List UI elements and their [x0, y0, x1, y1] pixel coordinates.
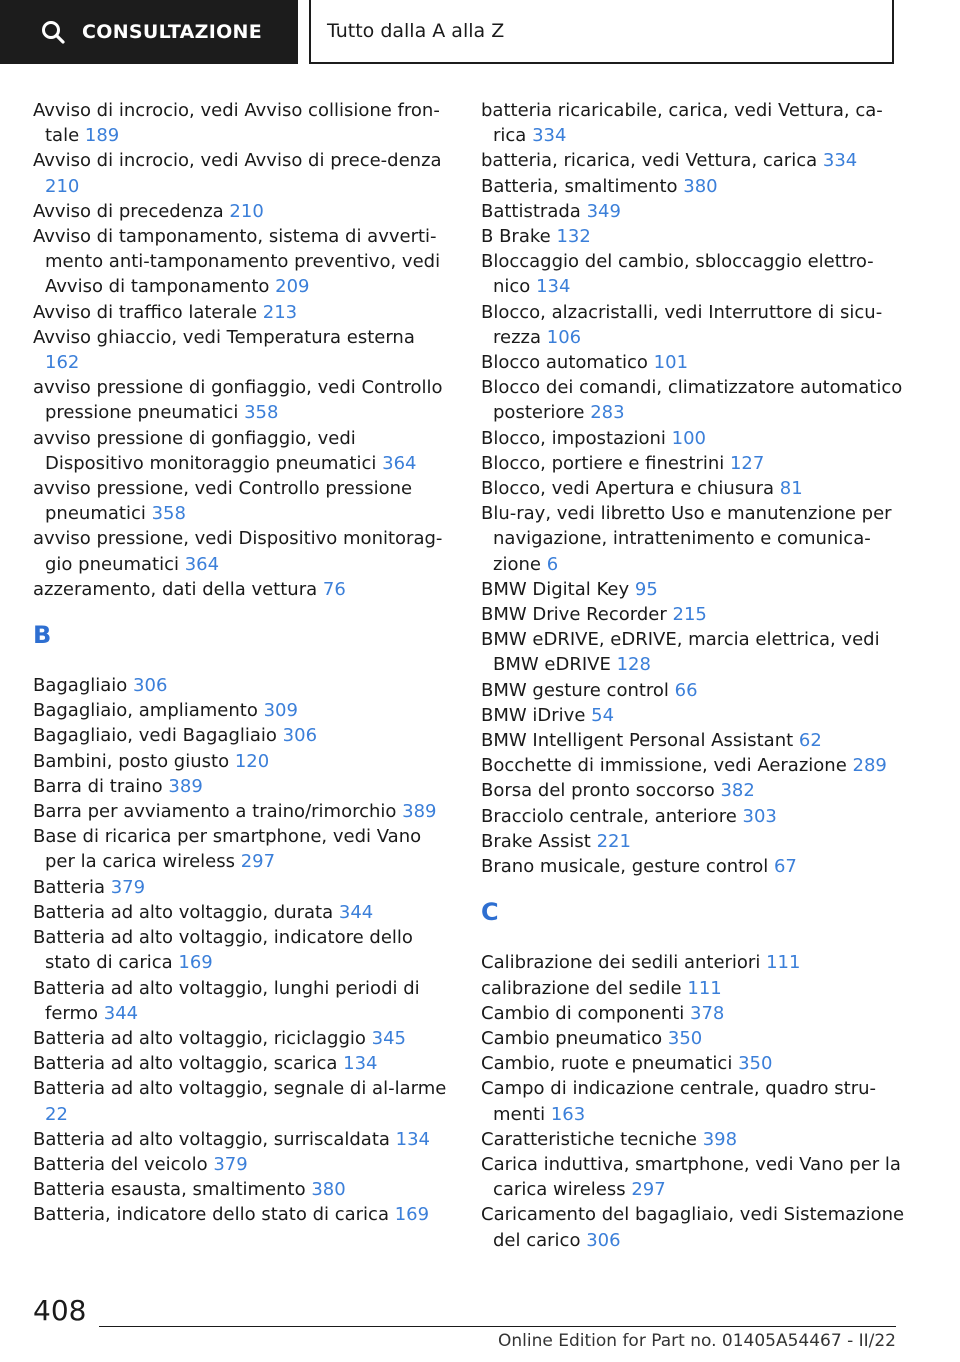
page-reference-link[interactable]: 289	[852, 755, 887, 777]
page-reference-link[interactable]: 378	[690, 1002, 725, 1024]
index-entry	[481, 627, 906, 677]
page-reference-link[interactable]: 306	[586, 1229, 621, 1251]
index-entry	[33, 976, 453, 1026]
index-entry	[481, 1202, 906, 1252]
entry-term: azzeramento, dati della vettura	[33, 578, 318, 600]
index-entry	[481, 1051, 906, 1076]
page-reference-link[interactable]: 309	[263, 700, 298, 722]
index-column-right	[481, 98, 906, 1253]
page-reference-link[interactable]: 209	[275, 276, 310, 298]
edition-text: Online Edition for Part no. 01405A54467 - II/22	[497, 1331, 896, 1351]
index-entry	[33, 224, 453, 300]
entry-term: Bracciolo centrale, anteriore	[481, 805, 737, 827]
index-entry	[481, 1026, 906, 1051]
page-reference-link[interactable]: 389	[402, 801, 437, 823]
index-entry	[33, 1202, 453, 1227]
page-reference-link[interactable]: 134	[536, 276, 571, 298]
page-reference-link[interactable]: 306	[133, 675, 168, 697]
index-entry	[33, 1177, 453, 1202]
page-reference-link[interactable]: 106	[546, 326, 582, 348]
footer-divider	[99, 1326, 896, 1327]
index-entry	[481, 199, 906, 224]
index-entry	[481, 804, 906, 829]
entry-term: Avviso di precedenza	[33, 200, 224, 222]
entry-term: Caratteristiche tecniche	[481, 1128, 697, 1150]
index-entry	[481, 678, 906, 703]
page-reference-link[interactable]: 95	[634, 578, 658, 600]
index-entry	[481, 426, 906, 451]
index-entry	[481, 501, 906, 577]
index-entry	[33, 375, 453, 425]
consultazione-label: CONSULTAZIONE	[82, 21, 263, 43]
entry-term: BMW Drive Recorder	[481, 604, 667, 626]
index-entry	[481, 1001, 906, 1026]
page-reference-link[interactable]: 162	[45, 352, 80, 374]
entry-term: Bambini, posto giusto	[33, 750, 230, 772]
index-entry	[481, 577, 906, 602]
index-entry	[33, 199, 453, 224]
page-reference-link[interactable]: 303	[742, 805, 777, 827]
index-entry	[481, 1076, 906, 1126]
page-reference-link[interactable]: 111	[687, 977, 722, 999]
index-entry	[481, 451, 906, 476]
entry-term: avviso pressione di gonfiaggio, vedi Dispositivo monitoraggio pneumatici	[33, 427, 377, 474]
page-reference-link[interactable]: 127	[729, 452, 765, 474]
entry-term: batteria ricaricabile, carica, vedi Vettura, ca-rica	[481, 100, 883, 147]
page-reference-link[interactable]: 215	[672, 604, 707, 626]
page-reference-link[interactable]: 364	[184, 553, 220, 575]
entry-term: Bagagliaio, ampliamento	[33, 700, 258, 722]
page-reference-link[interactable]: 344	[103, 1002, 139, 1024]
index-entry	[481, 829, 906, 854]
index-entry	[481, 602, 906, 627]
index-entry	[481, 350, 906, 375]
page-reference-link[interactable]: 334	[532, 125, 567, 147]
entry-term: BMW Intelligent Personal Assistant	[481, 730, 794, 752]
page-reference-link[interactable]: 221	[596, 830, 631, 852]
entry-term: Batteria ad alto voltaggio, lunghi periodi di fermo	[33, 977, 420, 1024]
entry-term: Batteria esausta, smaltimento	[33, 1179, 306, 1201]
entry-term: Batteria ad alto voltaggio, scarica	[33, 1053, 338, 1075]
page-reference-link[interactable]: 128	[616, 654, 651, 676]
entry-term: Batteria, smaltimento	[481, 175, 678, 197]
entry-term: Battistrada	[481, 200, 581, 222]
index-entry	[481, 976, 906, 1001]
index-entry	[33, 698, 453, 723]
entry-term: Avviso di tamponamento, sistema di avverti-mento anti-tamponamento preventivo, vedi Avviso di tamponamento	[33, 226, 441, 298]
entry-term: Bagagliaio	[33, 675, 128, 697]
entry-term: Batteria	[33, 876, 105, 898]
entry-term: Blocco, alzacristalli, vedi Interruttore di sicu-rezza	[481, 301, 883, 348]
entry-term: Avviso di traffico laterale	[33, 301, 258, 323]
index-entry	[481, 703, 906, 728]
page-reference-link[interactable]: 100	[671, 427, 707, 449]
page-reference-link[interactable]: 334	[822, 150, 858, 172]
entry-term: avviso pressione, vedi Controllo pressione pneumatici	[33, 478, 413, 525]
entry-term: BMW gesture control	[481, 679, 669, 701]
index-entry	[481, 148, 906, 173]
index-entry	[481, 778, 906, 803]
index-entry	[33, 1076, 453, 1126]
page-reference-link[interactable]: 380	[683, 175, 718, 197]
index-entry	[33, 98, 453, 148]
consultazione-tab[interactable]	[0, 0, 298, 64]
page-reference-link[interactable]: 81	[779, 478, 803, 500]
entry-term: Carica induttiva, smartphone, vedi Vano per la carica wireless	[481, 1153, 901, 1201]
page-reference-link[interactable]: 169	[394, 1204, 430, 1226]
page-reference-link[interactable]: 344	[338, 901, 374, 923]
letter-heading-c: C	[481, 898, 499, 927]
page-reference-link[interactable]: 6	[546, 553, 559, 575]
page-reference-link[interactable]: 54	[591, 704, 615, 726]
page-reference-link[interactable]: 120	[234, 750, 270, 772]
index-entry	[33, 476, 453, 526]
entry-term: Cambio pneumatico	[481, 1027, 663, 1049]
page-reference-link[interactable]: 358	[151, 503, 186, 525]
entry-term: Cambio, ruote e pneumatici	[481, 1053, 733, 1075]
index-entry	[481, 728, 906, 753]
page-reference-link[interactable]: 189	[84, 125, 120, 147]
index-entry	[481, 950, 906, 975]
entry-term: Batteria ad alto voltaggio, segnale di al-larme	[33, 1078, 447, 1100]
entry-term: Batteria ad alto voltaggio, surriscaldata	[33, 1128, 390, 1150]
page-reference-link[interactable]: 380	[311, 1179, 346, 1201]
index-entry	[481, 98, 906, 148]
index-entry	[33, 824, 453, 874]
page-reference-link[interactable]: 398	[702, 1128, 738, 1150]
entry-term: Avviso di incrocio, vedi Avviso di prece-denza	[33, 150, 442, 172]
index-entry	[33, 148, 453, 198]
entry-term: Avviso ghiaccio, vedi Temperatura esterna	[33, 326, 415, 348]
entry-term: Blu-ray, vedi libretto Uso e manutenzione per navigazione, intrattenimento e comunica-zione	[481, 503, 892, 575]
page-reference-link[interactable]: 306	[282, 725, 318, 747]
index-entry	[33, 577, 453, 602]
page-reference-link[interactable]: 22	[45, 1103, 68, 1125]
page-reference-link[interactable]: 134	[395, 1128, 430, 1150]
page-reference-link[interactable]: 358	[244, 402, 279, 424]
index-entry	[33, 325, 453, 375]
entry-term: Barra di traino	[33, 775, 163, 797]
index-entry	[33, 300, 453, 325]
entry-term: BMW iDrive	[481, 704, 586, 726]
entry-term: avviso pressione di gonfiaggio, vedi Controllo pressione pneumatici	[33, 377, 443, 424]
index-entry	[481, 174, 906, 199]
page-reference-link[interactable]: 379	[110, 876, 146, 898]
index-entry	[33, 673, 453, 698]
page-reference-link[interactable]: 67	[773, 856, 797, 878]
index-entry	[33, 723, 453, 748]
page-reference-link[interactable]: 283	[590, 402, 625, 424]
page-reference-link[interactable]: 349	[586, 200, 621, 222]
entries-c-right	[481, 950, 906, 1252]
page-reference-link[interactable]: 297	[240, 851, 276, 873]
entry-term: Batteria ad alto voltaggio, durata	[33, 901, 334, 923]
entry-term: Bloccaggio del cambio, sbloccaggio elettro-nico	[481, 251, 874, 298]
entry-term: Batteria del veicolo	[33, 1153, 208, 1175]
entry-term: Blocco, portiere e finestrini	[481, 452, 725, 474]
entry-term: Bocchette di immissione, vedi Aerazione	[481, 755, 847, 777]
page-reference-link[interactable]: 163	[550, 1103, 586, 1125]
page-reference-link[interactable]: 134	[343, 1053, 378, 1075]
page-reference-link[interactable]: 382	[720, 780, 755, 802]
letter-heading-b: B	[33, 621, 52, 650]
page-reference-link[interactable]: 379	[213, 1153, 248, 1175]
index-entry	[481, 300, 906, 350]
entry-term: Caricamento del bagagliaio, vedi Sistemazione del carico	[481, 1204, 905, 1251]
entry-term: avviso pressione, vedi Dispositivo monitorag-gio pneumatici	[33, 528, 443, 575]
entry-term: batteria, ricarica, vedi Vettura, carica	[481, 150, 818, 172]
entry-term: Blocco, vedi Apertura e chiusura	[481, 478, 775, 500]
page-reference-link[interactable]: 169	[178, 952, 213, 974]
entry-term: Cambio di componenti	[481, 1002, 685, 1024]
page-reference-link[interactable]: 345	[371, 1027, 406, 1049]
entry-term: Blocco automatico	[481, 352, 648, 374]
entry-term: Batteria ad alto voltaggio, indicatore dello stato di carica	[33, 927, 413, 974]
section-title-tab	[309, 0, 894, 64]
index-entry	[481, 1127, 906, 1152]
index-entry	[33, 1152, 453, 1177]
index-entry	[33, 749, 453, 774]
entry-term: Brano musicale, gesture control	[481, 856, 769, 878]
index-entry	[33, 1051, 453, 1076]
index-entry	[481, 224, 906, 249]
page-reference-link[interactable]: 66	[674, 679, 698, 701]
section-title: Tutto dalla A alla Z	[327, 20, 505, 42]
page-reference-link[interactable]: 210	[45, 175, 80, 197]
index-entry	[33, 774, 453, 799]
index-entry	[33, 426, 453, 476]
entry-term: BMW eDRIVE, eDRIVE, marcia elettrica, vedi BMW eDRIVE	[481, 629, 880, 676]
entries-b-left	[33, 673, 453, 1227]
page-reference-link[interactable]: 111	[766, 952, 801, 974]
entry-term: Borsa del pronto soccorso	[481, 780, 715, 802]
index-column-left	[33, 98, 453, 1228]
page-reference-link[interactable]: 210	[229, 200, 264, 222]
page-header	[0, 0, 960, 66]
entry-term: Batteria, indicatore dello stato di carica	[33, 1204, 389, 1226]
index-entry	[481, 1152, 906, 1202]
index-entry	[33, 526, 453, 576]
index-entry	[481, 249, 906, 299]
index-entry	[33, 900, 453, 925]
entry-term: B Brake	[481, 226, 551, 248]
search-icon	[40, 19, 66, 45]
index-entry	[33, 925, 453, 975]
entry-term: Base di ricarica per smartphone, vedi Vano per la carica wireless	[33, 826, 422, 873]
entry-term: Batteria ad alto voltaggio, riciclaggio	[33, 1027, 366, 1049]
entry-term: Blocco dei comandi, climatizzatore automatico posteriore	[481, 377, 903, 424]
page-reference-link[interactable]: 350	[667, 1027, 703, 1049]
index-entry	[33, 799, 453, 824]
index-entry	[481, 476, 906, 501]
page-reference-link[interactable]: 364	[382, 452, 417, 474]
index-entry	[33, 1026, 453, 1051]
page-reference-link[interactable]: 101	[653, 352, 689, 374]
entry-term: Brake Assist	[481, 830, 591, 852]
page-reference-link[interactable]: 297	[631, 1179, 666, 1201]
entry-term: Bagagliaio, vedi Bagagliaio	[33, 725, 277, 747]
index-entry	[481, 854, 906, 879]
index-entry	[33, 875, 453, 900]
entry-term: Avviso di incrocio, vedi Avviso collisione fron-tale	[33, 100, 440, 147]
index-entry	[33, 1127, 453, 1152]
index-entry	[481, 753, 906, 778]
page-reference-link[interactable]: 350	[738, 1053, 773, 1075]
entry-term: Calibrazione dei sedili anteriori	[481, 952, 761, 974]
page-reference-link[interactable]: 132	[556, 226, 591, 248]
page-reference-link[interactable]: 213	[262, 301, 298, 323]
index-entry	[481, 375, 906, 425]
entry-term: calibrazione del sedile	[481, 977, 682, 999]
page-reference-link[interactable]: 62	[798, 730, 822, 752]
page-reference-link[interactable]: 76	[322, 578, 346, 600]
page-number: 408	[33, 1294, 87, 1327]
entry-term: Blocco, impostazioni	[481, 427, 666, 449]
page-reference-link[interactable]: 389	[168, 775, 203, 797]
entries-a-left	[33, 98, 453, 602]
entry-term: BMW Digital Key	[481, 578, 630, 600]
entries-b-right	[481, 98, 906, 879]
entry-term: Barra per avviamento a traino/rimorchio	[33, 801, 397, 823]
entry-term: Campo di indicazione centrale, quadro stru-menti	[481, 1078, 877, 1125]
